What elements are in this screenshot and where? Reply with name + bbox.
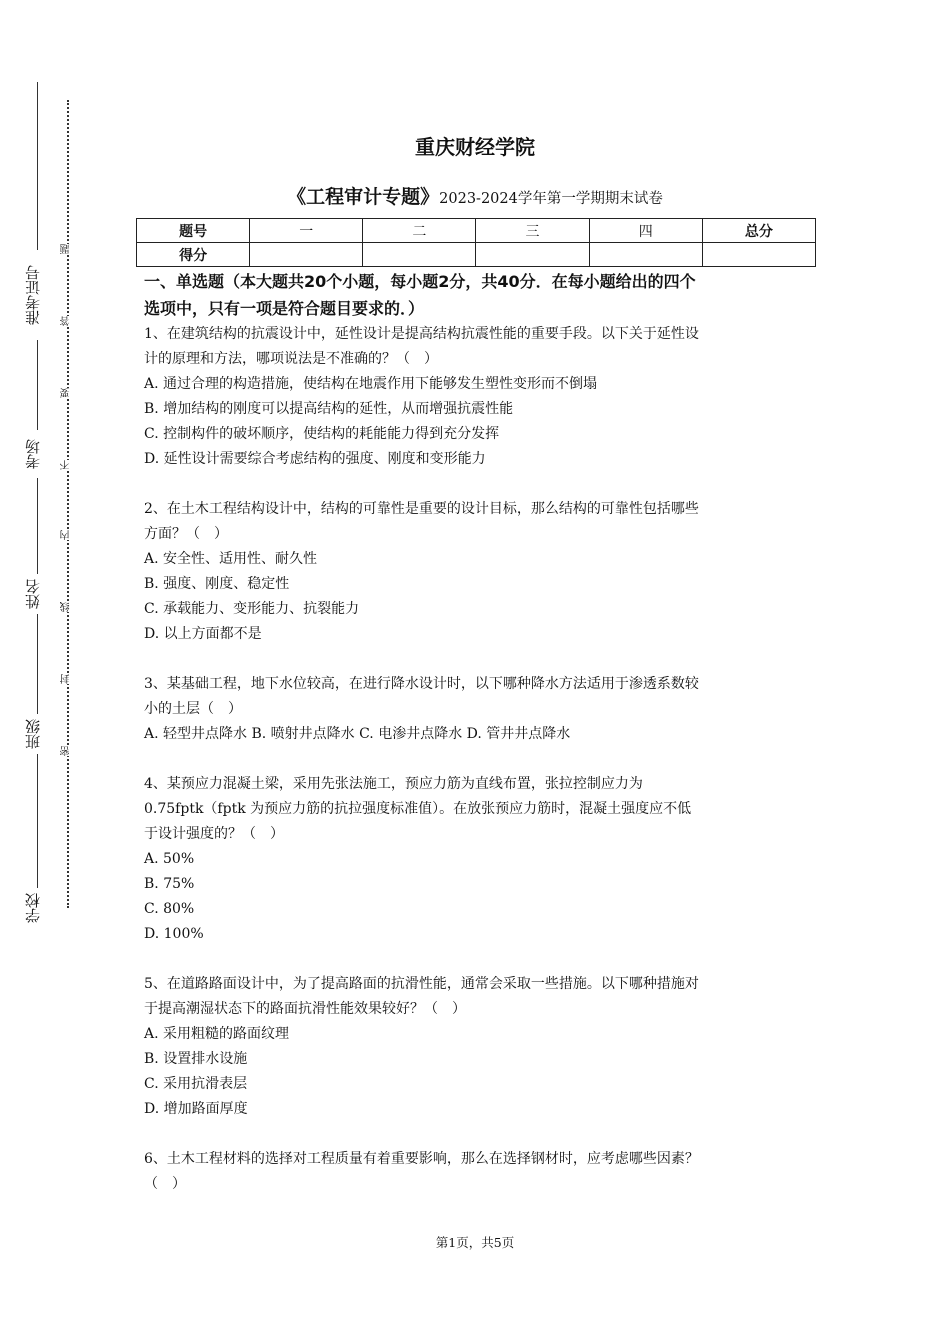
score-table-header-row — [137, 219, 816, 243]
option-b: B. 设置排水设施 — [144, 1051, 248, 1067]
total-header: 总分 — [702, 219, 815, 243]
seal-char-yao: 要 — [60, 388, 76, 398]
question-stem: 6、土木工程材料的选择对工程质量有着重要影响，那么在选择钢材时，应考虑哪些因素？ — [144, 1151, 699, 1167]
question-stem: 5、在道路路面设计中，为了提高路面的抗滑性能，通常会采取一些措施。以下哪种措施对 — [144, 976, 699, 992]
seal-char-ti: 题 — [60, 244, 76, 254]
exam-term: 2023-2024学年第一学期期末试卷 — [439, 191, 663, 207]
question-stem: 3、某基础工程，地下水位较高，在进行降水设计时，以下哪种降水方法适用于渗透系数较 — [144, 676, 699, 692]
score-label: 得分 — [137, 243, 250, 267]
options-inline: A. 轻型井点降水 B. 喷射井点降水 C. 电渗井点降水 D. 管井井点降水 — [144, 726, 571, 742]
course-title: 《工程审计专题》 — [287, 186, 440, 208]
option-b: B. 增加结构的刚度可以提高结构的延性，从而增强抗震性能 — [144, 401, 514, 417]
score-cell-four — [589, 243, 702, 267]
option-a: A. 采用粗糙的路面纹理 — [144, 1026, 290, 1042]
part-four-header: 四 — [589, 219, 702, 243]
binding-dotted-line — [67, 100, 69, 908]
option-b: B. 强度、刚度、稳定性 — [144, 576, 290, 592]
option-c: C. 控制构件的破坏顺序，使结构的耗能能力得到充分发挥 — [144, 426, 500, 442]
option-d: D. 延性设计需要综合考虑结构的强度、刚度和变形能力 — [144, 451, 486, 467]
class-label: 班级 — [18, 714, 48, 754]
option-c: C. 80% — [144, 901, 195, 917]
exam-title — [0, 182, 950, 209]
question-stem: 小的土层（ ） — [144, 701, 242, 717]
school-name: 重庆财经学院 — [415, 135, 535, 159]
option-c: C. 承载能力、变形能力、抗裂能力 — [144, 601, 360, 617]
part-one-header: 一 — [250, 219, 363, 243]
question-3 — [144, 672, 814, 747]
school-label: 学校 — [18, 888, 48, 928]
question-5 — [144, 972, 814, 1122]
exam-room-label: 考场 — [18, 430, 48, 478]
seal-char-mi: 密 — [60, 746, 76, 756]
seal-char-bu: 不 — [60, 460, 76, 470]
option-a: A. 安全性、适用性、耐久性 — [144, 551, 318, 567]
question-stem: 4、某预应力混凝土梁，采用先张法施工，预应力筋为直线布置，张拉控制应力为 — [144, 776, 643, 792]
option-a: A. 通过合理的构造措施，使结构在地震作用下能够发生塑性变形而不倒塌 — [144, 376, 598, 392]
seal-char-nei: 内 — [60, 530, 76, 540]
option-d: D. 增加路面厚度 — [144, 1101, 248, 1117]
score-table — [136, 218, 816, 267]
option-c: C. 采用抗滑表层 — [144, 1076, 248, 1092]
option-b: B. 75% — [144, 876, 195, 892]
score-cell-one — [250, 243, 363, 267]
question-stem: 0.75fptk（fptk 为预应力筋的抗拉强度标准值）。在放张预应力筋时，混凝土强度应不低 — [144, 801, 692, 817]
question-stem: 2、在土木工程结构设计中，结构的可靠性是重要的设计目标，那么结构的可靠性包括哪些 — [144, 501, 699, 517]
question-stem: 于提高潮湿状态下的路面抗滑性能效果较好？（ ） — [144, 1001, 466, 1017]
question-stem: 于设计强度的？（ ） — [144, 826, 284, 842]
question-stem: 1、在建筑结构的抗震设计中，延性设计是提高结构抗震性能的重要手段。以下关于延性设 — [144, 326, 699, 342]
question-2 — [144, 497, 814, 647]
score-cell-three — [476, 243, 589, 267]
question-4 — [144, 772, 814, 947]
option-d: D. 以上方面都不是 — [144, 626, 262, 642]
exam-content — [144, 268, 814, 1197]
section-heading-line-2: 选项中，只有一项是符合题目要求的．） — [144, 299, 425, 318]
seal-char-da: 答 — [60, 316, 76, 326]
question-stem: （ ） — [144, 1176, 186, 1192]
question-stem: 方面？（ ） — [144, 526, 228, 542]
score-cell-total — [702, 243, 815, 267]
page-footer: 第1页，共5页 — [435, 1235, 515, 1250]
question-6 — [144, 1147, 814, 1197]
option-a: A. 50% — [144, 851, 195, 867]
name-label: 姓名 — [18, 574, 48, 614]
score-table-score-row — [137, 243, 816, 267]
question-stem: 计的原理和方法，哪项说法是不准确的？（ ） — [144, 351, 438, 367]
exam-number-label: 准考证号 — [18, 250, 48, 340]
question-1 — [144, 322, 814, 472]
part-three-header: 三 — [476, 219, 589, 243]
seal-char-xian: 线 — [60, 602, 76, 612]
question-number-header: 题号 — [137, 219, 250, 243]
section-heading-line-1: 一、单选题（本大题共20个小题，每小题2分，共40分．在每小题给出的四个 — [144, 272, 696, 291]
option-d: D. 100% — [144, 926, 204, 942]
score-cell-two — [363, 243, 476, 267]
seal-char-feng: 封 — [60, 674, 76, 684]
part-two-header: 二 — [363, 219, 476, 243]
